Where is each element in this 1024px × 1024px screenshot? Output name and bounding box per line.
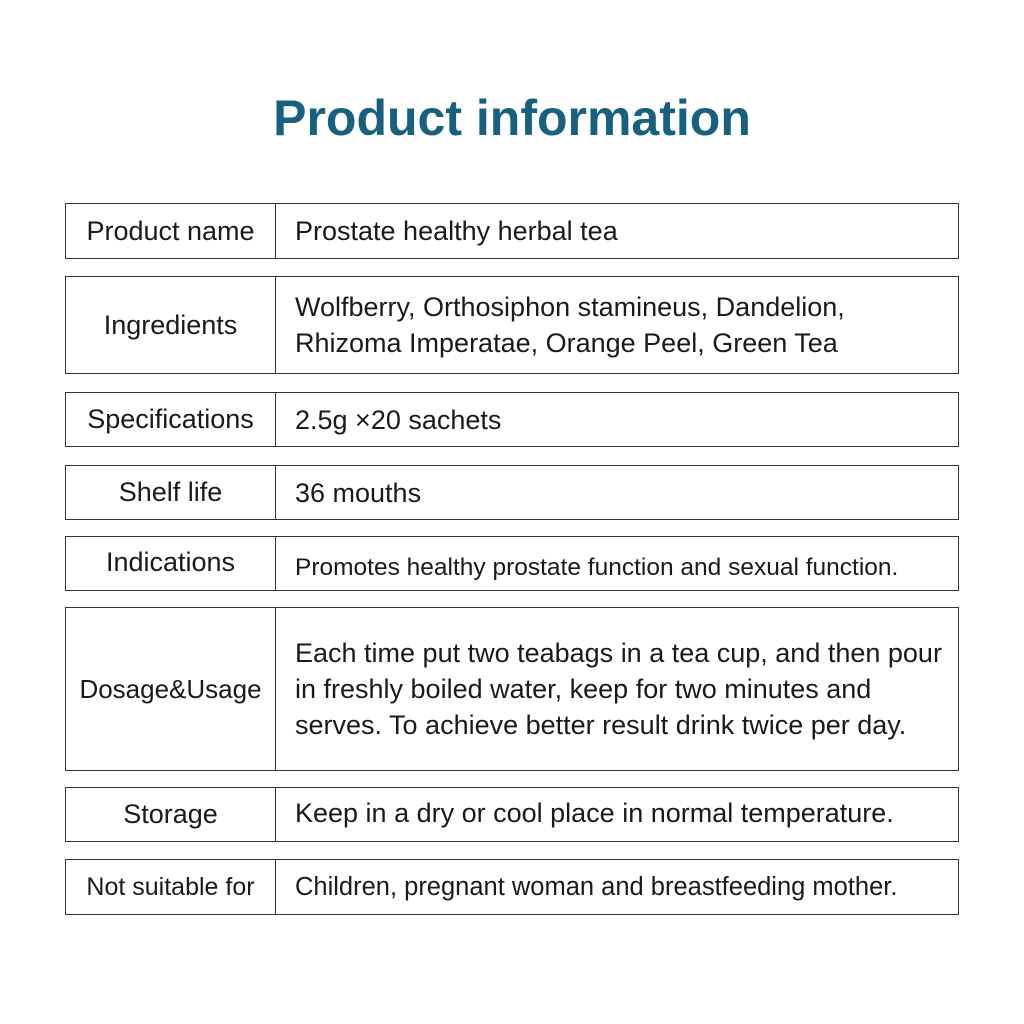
info-row-ingredients: [65, 276, 959, 374]
info-row-product-name: [65, 203, 959, 259]
row-label: Dosage&Usage: [66, 608, 276, 770]
row-value: 2.5g ×20 sachets: [295, 404, 502, 435]
row-value: Children, pregnant woman and breastfeeding mother.: [295, 873, 898, 901]
info-row-storage: [65, 787, 959, 842]
row-label: Indications: [66, 537, 276, 590]
info-row-specifications: [65, 392, 959, 447]
row-value: Promotes healthy prostate function and sexual function.: [295, 553, 899, 581]
row-value: Each time put two teabags in a tea cup, and then pour in freshly boiled water, keep for two minutes and serves. To achieve better result drink twice per day.: [295, 638, 942, 740]
row-value: Wolfberry, Orthosiphon stamineus, Dandelion, Rhizoma Imperatae, Orange Peel, Green Tea: [295, 292, 845, 358]
row-label: Ingredients: [66, 277, 276, 373]
info-row-dosage-usage: [65, 607, 959, 771]
row-label: Storage: [66, 788, 276, 841]
row-label: Shelf life: [66, 466, 276, 519]
info-row-indications: [65, 536, 959, 591]
row-label: Product name: [66, 204, 276, 258]
page-title: Product information: [273, 90, 751, 146]
row-label: Not suitable for: [66, 860, 276, 914]
info-row-shelf-life: [65, 465, 959, 520]
info-row-not-suitable-for: [65, 859, 959, 915]
row-value: Keep in a dry or cool place in normal temperature.: [295, 798, 894, 828]
row-value: 36 mouths: [295, 477, 422, 508]
row-value: Prostate healthy herbal tea: [295, 216, 618, 246]
row-label: Specifications: [66, 393, 276, 446]
